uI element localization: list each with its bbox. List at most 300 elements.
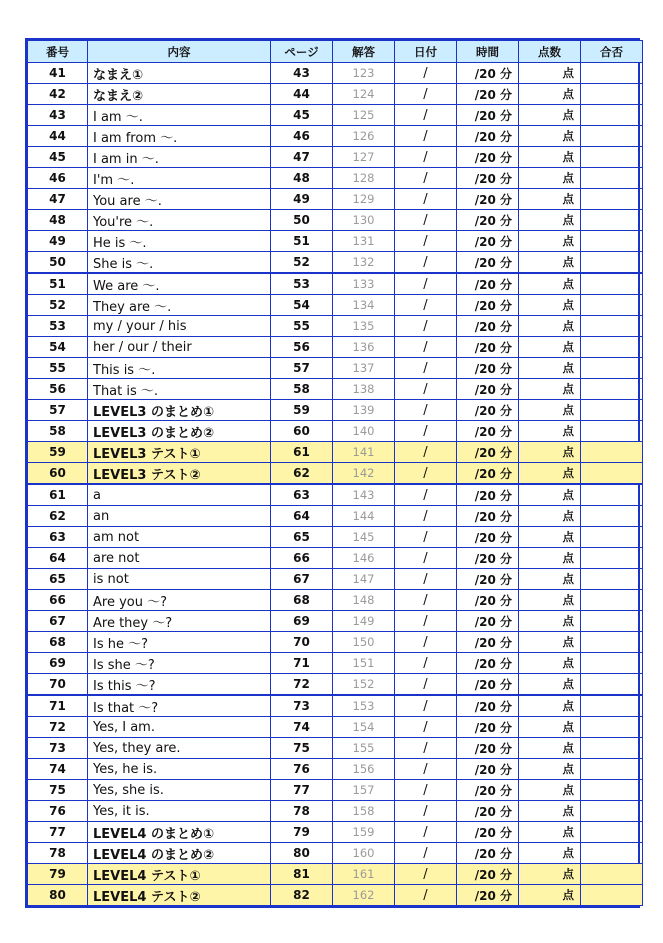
row-number: 52	[28, 295, 88, 316]
row-time[interactable]: /20 分	[457, 210, 519, 231]
row-score[interactable]: 点	[519, 822, 581, 843]
row-number: 77	[28, 822, 88, 843]
row-page: 48	[271, 168, 333, 189]
row-number: 66	[28, 590, 88, 611]
row-pass-fail[interactable]	[581, 780, 643, 801]
row-date[interactable]: /	[395, 442, 457, 463]
table-row	[28, 147, 643, 168]
row-date[interactable]: /	[395, 527, 457, 548]
row-page: 53	[271, 273, 333, 295]
row-number: 46	[28, 168, 88, 189]
row-time[interactable]: /20 分	[457, 632, 519, 653]
row-time[interactable]: /20 分	[457, 295, 519, 316]
row-page: 55	[271, 316, 333, 337]
header-score: 点数	[519, 41, 581, 63]
row-date[interactable]: /	[395, 316, 457, 337]
row-pass-fail[interactable]	[581, 738, 643, 759]
row-date[interactable]: /	[395, 379, 457, 400]
row-time[interactable]: /20 分	[457, 105, 519, 126]
row-content: なまえ①	[88, 63, 271, 84]
row-score[interactable]: 点	[519, 231, 581, 252]
row-date[interactable]: /	[395, 738, 457, 759]
row-number: 63	[28, 527, 88, 548]
row-page: 56	[271, 337, 333, 358]
row-score[interactable]: 点	[519, 337, 581, 358]
row-score[interactable]: 点	[519, 864, 581, 885]
row-date[interactable]: /	[395, 463, 457, 485]
row-pass-fail[interactable]	[581, 316, 643, 337]
row-time[interactable]: /20 分	[457, 484, 519, 506]
row-date[interactable]: /	[395, 674, 457, 696]
row-answer-page: 138	[333, 379, 395, 400]
table-body	[28, 63, 643, 906]
table-row	[28, 695, 643, 717]
row-score[interactable]: 点	[519, 569, 581, 590]
row-score[interactable]: 点	[519, 780, 581, 801]
row-content: You are ～.	[88, 189, 271, 210]
row-time[interactable]: /20 分	[457, 252, 519, 274]
row-answer-page: 124	[333, 84, 395, 105]
row-score[interactable]: 点	[519, 168, 581, 189]
row-content: Are they ～?	[88, 611, 271, 632]
row-pass-fail[interactable]	[581, 147, 643, 168]
row-time[interactable]: /20 分	[457, 506, 519, 527]
table-row	[28, 316, 643, 337]
row-page: 74	[271, 717, 333, 738]
row-content: I am from ～.	[88, 126, 271, 147]
row-answer-page: 134	[333, 295, 395, 316]
row-time[interactable]: /20 分	[457, 801, 519, 822]
row-date[interactable]: /	[395, 105, 457, 126]
row-number: 73	[28, 738, 88, 759]
row-time[interactable]: /20 分	[457, 569, 519, 590]
row-answer-page: 142	[333, 463, 395, 485]
row-date[interactable]: /	[395, 843, 457, 864]
row-score[interactable]: 点	[519, 463, 581, 485]
row-page: 65	[271, 527, 333, 548]
row-pass-fail[interactable]	[581, 168, 643, 189]
row-date[interactable]: /	[395, 210, 457, 231]
row-date[interactable]: /	[395, 358, 457, 379]
row-score[interactable]: 点	[519, 506, 581, 527]
row-number: 55	[28, 358, 88, 379]
row-pass-fail[interactable]	[581, 189, 643, 210]
row-page: 69	[271, 611, 333, 632]
row-answer-page: 137	[333, 358, 395, 379]
row-pass-fail[interactable]	[581, 822, 643, 843]
row-time[interactable]: /20 分	[457, 442, 519, 463]
row-pass-fail[interactable]	[581, 590, 643, 611]
row-score[interactable]: 点	[519, 295, 581, 316]
row-date[interactable]: /	[395, 780, 457, 801]
row-number: 50	[28, 252, 88, 274]
row-content: a	[88, 484, 271, 506]
row-date[interactable]: /	[395, 273, 457, 295]
row-score[interactable]: 点	[519, 695, 581, 717]
table-row	[28, 527, 643, 548]
row-number: 80	[28, 885, 88, 906]
row-answer-page: 159	[333, 822, 395, 843]
row-content: LEVEL3 のまとめ②	[88, 421, 271, 442]
row-pass-fail[interactable]	[581, 569, 643, 590]
row-pass-fail[interactable]	[581, 337, 643, 358]
row-score[interactable]: 点	[519, 126, 581, 147]
row-page: 68	[271, 590, 333, 611]
row-page: 60	[271, 421, 333, 442]
row-content: Yes, they are.	[88, 738, 271, 759]
row-pass-fail[interactable]	[581, 105, 643, 126]
row-score[interactable]: 点	[519, 105, 581, 126]
row-time[interactable]: /20 分	[457, 168, 519, 189]
row-date[interactable]: /	[395, 611, 457, 632]
row-score[interactable]: 点	[519, 316, 581, 337]
row-time[interactable]: /20 分	[457, 864, 519, 885]
row-page: 45	[271, 105, 333, 126]
row-pass-fail[interactable]	[581, 84, 643, 105]
table-row	[28, 864, 643, 885]
row-answer-page: 151	[333, 653, 395, 674]
row-time[interactable]: /20 分	[457, 590, 519, 611]
row-score[interactable]: 点	[519, 421, 581, 442]
row-time[interactable]: /20 分	[457, 843, 519, 864]
row-score[interactable]: 点	[519, 843, 581, 864]
table-row	[28, 611, 643, 632]
row-page: 49	[271, 189, 333, 210]
row-pass-fail[interactable]	[581, 63, 643, 84]
row-content: Yes, it is.	[88, 801, 271, 822]
row-date[interactable]: /	[395, 400, 457, 421]
row-date[interactable]: /	[395, 759, 457, 780]
row-date[interactable]: /	[395, 337, 457, 358]
row-page: 71	[271, 653, 333, 674]
row-pass-fail[interactable]	[581, 463, 643, 485]
row-date[interactable]: /	[395, 590, 457, 611]
row-score[interactable]: 点	[519, 84, 581, 105]
row-time[interactable]: /20 分	[457, 780, 519, 801]
header-answer: 解答	[333, 41, 395, 63]
row-page: 44	[271, 84, 333, 105]
row-number: 60	[28, 463, 88, 485]
row-score[interactable]: 点	[519, 484, 581, 506]
header-page: ページ	[271, 41, 333, 63]
row-pass-fail[interactable]	[581, 864, 643, 885]
row-time[interactable]: /20 分	[457, 379, 519, 400]
row-score[interactable]: 点	[519, 674, 581, 696]
row-answer-page: 150	[333, 632, 395, 653]
row-date[interactable]: /	[395, 484, 457, 506]
row-pass-fail[interactable]	[581, 442, 643, 463]
row-answer-page: 152	[333, 674, 395, 696]
row-number: 43	[28, 105, 88, 126]
table-row	[28, 801, 643, 822]
row-time[interactable]: /20 分	[457, 84, 519, 105]
row-pass-fail[interactable]	[581, 273, 643, 295]
row-pass-fail[interactable]	[581, 695, 643, 717]
row-pass-fail[interactable]	[581, 126, 643, 147]
row-score[interactable]: 点	[519, 653, 581, 674]
row-time[interactable]: /20 分	[457, 611, 519, 632]
row-number: 45	[28, 147, 88, 168]
row-content: Is he ～?	[88, 632, 271, 653]
row-number: 54	[28, 337, 88, 358]
row-score[interactable]: 点	[519, 759, 581, 780]
row-pass-fail[interactable]	[581, 759, 643, 780]
table-row	[28, 442, 643, 463]
row-time[interactable]: /20 分	[457, 189, 519, 210]
table-row	[28, 653, 643, 674]
row-pass-fail[interactable]	[581, 231, 643, 252]
row-score[interactable]: 点	[519, 147, 581, 168]
row-date[interactable]: /	[395, 126, 457, 147]
header-time: 時間	[457, 41, 519, 63]
table-row	[28, 822, 643, 843]
row-content: Yes, I am.	[88, 717, 271, 738]
row-page: 67	[271, 569, 333, 590]
row-content: Is that ～?	[88, 695, 271, 717]
row-answer-page: 127	[333, 147, 395, 168]
table-row	[28, 717, 643, 738]
row-score[interactable]: 点	[519, 632, 581, 653]
row-date[interactable]: /	[395, 252, 457, 274]
row-pass-fail[interactable]	[581, 210, 643, 231]
row-answer-page: 139	[333, 400, 395, 421]
row-answer-page: 148	[333, 590, 395, 611]
row-answer-page: 144	[333, 506, 395, 527]
row-content: Yes, she is.	[88, 780, 271, 801]
row-page: 78	[271, 801, 333, 822]
row-date[interactable]: /	[395, 63, 457, 84]
row-pass-fail[interactable]	[581, 295, 643, 316]
row-answer-page: 156	[333, 759, 395, 780]
row-content: He is ～.	[88, 231, 271, 252]
row-answer-page: 157	[333, 780, 395, 801]
row-content: They are ～.	[88, 295, 271, 316]
row-content: なまえ②	[88, 84, 271, 105]
table-row	[28, 63, 643, 84]
row-content: my / your / his	[88, 316, 271, 337]
row-score[interactable]: 点	[519, 358, 581, 379]
row-time[interactable]: /20 分	[457, 759, 519, 780]
row-number: 49	[28, 231, 88, 252]
row-number: 76	[28, 801, 88, 822]
row-date[interactable]: /	[395, 231, 457, 252]
row-number: 79	[28, 864, 88, 885]
row-number: 58	[28, 421, 88, 442]
row-pass-fail[interactable]	[581, 484, 643, 506]
table-row	[28, 506, 643, 527]
table-row	[28, 295, 643, 316]
row-score[interactable]: 点	[519, 527, 581, 548]
row-date[interactable]: /	[395, 632, 457, 653]
row-date[interactable]: /	[395, 695, 457, 717]
row-date[interactable]: /	[395, 168, 457, 189]
row-answer-page: 123	[333, 63, 395, 84]
row-date[interactable]: /	[395, 147, 457, 168]
row-answer-page: 161	[333, 864, 395, 885]
row-number: 56	[28, 379, 88, 400]
row-answer-page: 141	[333, 442, 395, 463]
row-pass-fail[interactable]	[581, 548, 643, 569]
row-time[interactable]: /20 分	[457, 273, 519, 295]
row-answer-page: 155	[333, 738, 395, 759]
row-pass-fail[interactable]	[581, 421, 643, 442]
row-date[interactable]: /	[395, 295, 457, 316]
row-score[interactable]: 点	[519, 379, 581, 400]
row-content: I am ～.	[88, 105, 271, 126]
row-number: 72	[28, 717, 88, 738]
table-row	[28, 463, 643, 485]
row-score[interactable]: 点	[519, 590, 581, 611]
row-score[interactable]: 点	[519, 717, 581, 738]
row-number: 78	[28, 843, 88, 864]
row-time[interactable]: /20 分	[457, 674, 519, 696]
row-number: 61	[28, 484, 88, 506]
row-date[interactable]: /	[395, 801, 457, 822]
row-content: LEVEL4 テスト①	[88, 864, 271, 885]
row-page: 54	[271, 295, 333, 316]
table-row	[28, 674, 643, 696]
row-score[interactable]: 点	[519, 611, 581, 632]
row-time[interactable]: /20 分	[457, 548, 519, 569]
table-row	[28, 590, 643, 611]
row-date[interactable]: /	[395, 885, 457, 906]
row-date[interactable]: /	[395, 822, 457, 843]
row-time[interactable]: /20 分	[457, 885, 519, 906]
row-pass-fail[interactable]	[581, 885, 643, 906]
row-page: 50	[271, 210, 333, 231]
row-number: 68	[28, 632, 88, 653]
row-page: 51	[271, 231, 333, 252]
row-page: 80	[271, 843, 333, 864]
row-pass-fail[interactable]	[581, 611, 643, 632]
row-page: 72	[271, 674, 333, 696]
row-time[interactable]: /20 分	[457, 738, 519, 759]
row-score[interactable]: 点	[519, 273, 581, 295]
row-pass-fail[interactable]	[581, 527, 643, 548]
row-content: That is ～.	[88, 379, 271, 400]
row-content: LEVEL4 のまとめ①	[88, 822, 271, 843]
row-pass-fail[interactable]	[581, 358, 643, 379]
row-answer-page: 130	[333, 210, 395, 231]
row-content: an	[88, 506, 271, 527]
row-score[interactable]: 点	[519, 189, 581, 210]
row-score[interactable]: 点	[519, 442, 581, 463]
row-time[interactable]: /20 分	[457, 695, 519, 717]
row-date[interactable]: /	[395, 189, 457, 210]
row-answer-page: 160	[333, 843, 395, 864]
row-time[interactable]: /20 分	[457, 653, 519, 674]
row-score[interactable]: 点	[519, 210, 581, 231]
row-score[interactable]: 点	[519, 548, 581, 569]
table-row	[28, 569, 643, 590]
row-time[interactable]: /20 分	[457, 358, 519, 379]
row-time[interactable]: /20 分	[457, 316, 519, 337]
row-score[interactable]: 点	[519, 63, 581, 84]
row-content: LEVEL4 テスト②	[88, 885, 271, 906]
row-time[interactable]: /20 分	[457, 421, 519, 442]
row-time[interactable]: /20 分	[457, 400, 519, 421]
row-page: 46	[271, 126, 333, 147]
row-date[interactable]: /	[395, 421, 457, 442]
row-date[interactable]: /	[395, 569, 457, 590]
row-pass-fail[interactable]	[581, 674, 643, 696]
row-time[interactable]: /20 分	[457, 717, 519, 738]
row-content: She is ～.	[88, 252, 271, 274]
study-record-sheet	[25, 38, 640, 908]
row-pass-fail[interactable]	[581, 632, 643, 653]
row-pass-fail[interactable]	[581, 252, 643, 274]
row-pass-fail[interactable]	[581, 653, 643, 674]
table-row	[28, 210, 643, 231]
table-row	[28, 273, 643, 295]
row-date[interactable]: /	[395, 84, 457, 105]
row-page: 75	[271, 738, 333, 759]
row-pass-fail[interactable]	[581, 801, 643, 822]
row-date[interactable]: /	[395, 864, 457, 885]
row-answer-page: 126	[333, 126, 395, 147]
table-row	[28, 189, 643, 210]
row-date[interactable]: /	[395, 548, 457, 569]
row-content: I am in ～.	[88, 147, 271, 168]
table-row	[28, 632, 643, 653]
row-pass-fail[interactable]	[581, 717, 643, 738]
row-answer-page: 145	[333, 527, 395, 548]
table-row	[28, 885, 643, 906]
row-page: 81	[271, 864, 333, 885]
row-pass-fail[interactable]	[581, 843, 643, 864]
row-score[interactable]: 点	[519, 801, 581, 822]
row-pass-fail[interactable]	[581, 379, 643, 400]
row-time[interactable]: /20 分	[457, 126, 519, 147]
row-content: LEVEL3 のまとめ①	[88, 400, 271, 421]
row-time[interactable]: /20 分	[457, 527, 519, 548]
row-page: 61	[271, 442, 333, 463]
row-time[interactable]: /20 分	[457, 822, 519, 843]
row-page: 66	[271, 548, 333, 569]
row-pass-fail[interactable]	[581, 400, 643, 421]
row-time[interactable]: /20 分	[457, 231, 519, 252]
row-time[interactable]: /20 分	[457, 463, 519, 485]
row-pass-fail[interactable]	[581, 506, 643, 527]
row-date[interactable]: /	[395, 653, 457, 674]
row-score[interactable]: 点	[519, 400, 581, 421]
row-date[interactable]: /	[395, 506, 457, 527]
row-time[interactable]: /20 分	[457, 337, 519, 358]
row-answer-page: 131	[333, 231, 395, 252]
row-content: You're ～.	[88, 210, 271, 231]
table-row	[28, 780, 643, 801]
row-content: Yes, he is.	[88, 759, 271, 780]
row-content: This is ～.	[88, 358, 271, 379]
row-time[interactable]: /20 分	[457, 147, 519, 168]
row-date[interactable]: /	[395, 717, 457, 738]
table-row	[28, 484, 643, 506]
row-answer-page: 149	[333, 611, 395, 632]
row-content: I'm ～.	[88, 168, 271, 189]
row-score[interactable]: 点	[519, 252, 581, 274]
row-page: 58	[271, 379, 333, 400]
row-number: 69	[28, 653, 88, 674]
header-content: 内容	[88, 41, 271, 63]
table-row	[28, 400, 643, 421]
row-page: 52	[271, 252, 333, 274]
row-page: 59	[271, 400, 333, 421]
row-time[interactable]: /20 分	[457, 63, 519, 84]
row-score[interactable]: 点	[519, 738, 581, 759]
row-score[interactable]: 点	[519, 885, 581, 906]
row-number: 71	[28, 695, 88, 717]
row-page: 63	[271, 484, 333, 506]
